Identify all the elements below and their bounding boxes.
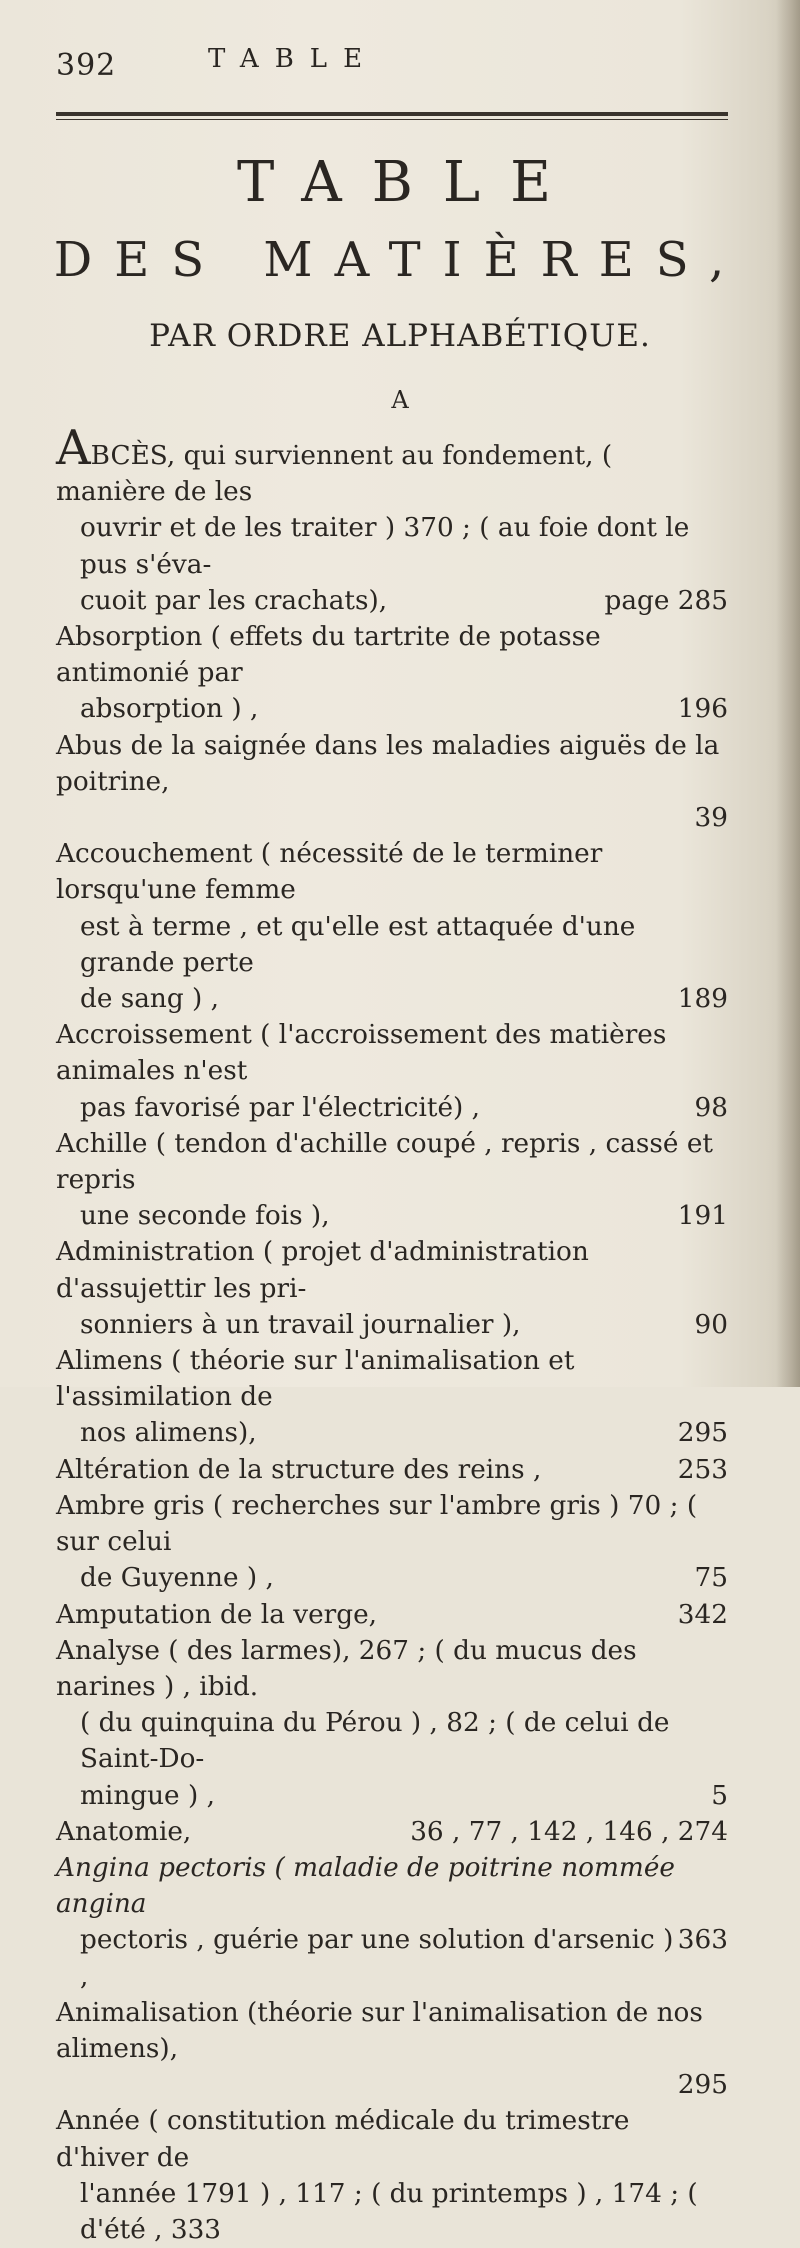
running-title: TABLE xyxy=(208,44,379,74)
entry-line: Alimens ( théorie sur l'animalisation et l'assimilation de xyxy=(56,1346,575,1413)
index-entry xyxy=(56,1597,728,1633)
entry-last-line: de sang ) , 189 xyxy=(56,981,728,1017)
index-entry xyxy=(56,1017,728,1126)
header-rule-thin xyxy=(56,119,728,120)
index-entry xyxy=(56,1633,728,1814)
index-entry xyxy=(56,1126,728,1235)
entry-line: Animalisation (théorie sur l'animalisation de nos alimens), xyxy=(56,1997,703,2064)
section-letter: A xyxy=(391,386,409,414)
entry-last-line: Anatomie, 36 , 77 , 142 , 146 , 274 xyxy=(56,1814,728,1850)
page-ref: 196 xyxy=(677,694,728,725)
entry-last-line: Altération de la structure des reins , 253 xyxy=(56,1452,728,1488)
page-ref: 295 xyxy=(677,1418,728,1449)
title-line-3: PAR ORDRE ALPHABÉTIQUE. xyxy=(149,318,651,354)
index-entry xyxy=(56,1488,728,1597)
entry-last-line: absorption ) , 196 xyxy=(56,691,728,727)
index-entry xyxy=(56,619,728,728)
running-header xyxy=(56,44,756,84)
page-ref: page 285 xyxy=(604,585,728,616)
index-entry xyxy=(56,1343,728,1452)
entry-line: l'année 1791 ) , 117 ; ( du printemps ) , 174 ; ( d'été , 333 xyxy=(80,2178,698,2245)
entry-last-line: sonniers à un travail journalier ), 90 xyxy=(56,1307,728,1343)
entry-line: Angina pectoris ( maladie de poitrine nommée angina xyxy=(56,1852,675,1920)
entry-line: Accouchement ( nécessité de le terminer lorsqu'une femme xyxy=(56,839,603,906)
entry-line: Année ( constitution médicale du trimestre d'hiver de xyxy=(56,2106,630,2173)
index-entry xyxy=(56,1850,728,1995)
page-ref: 342 xyxy=(677,1599,728,1630)
index-entry xyxy=(56,836,728,1017)
page-ref: 189 xyxy=(677,984,728,1015)
page-ref: 191 xyxy=(677,1201,728,1232)
index-entries xyxy=(56,420,728,2248)
entry-line: Abus de la saignée dans les maladies aiguës de la poitrine, xyxy=(56,730,720,797)
page-ref: 75 xyxy=(694,1563,728,1594)
entry-line: Accroissement ( l'accroissement des matières animales n'est xyxy=(56,1020,667,1087)
entry-line: Ambre gris ( recherches sur l'ambre gris ) 70 ; ( sur celui xyxy=(56,1490,698,1558)
page-ref: 90 xyxy=(694,1309,728,1340)
entry-last-line: pectoris , guérie par une solution d'arsenic ) , 363 xyxy=(56,1922,728,1994)
entry-line: ABCÈS, qui surviennent au fondement, ( manière de les xyxy=(56,420,613,508)
entry-line: Administration ( projet d'administration d'assujettir les pri- xyxy=(56,1237,589,1304)
page-ref: 98 xyxy=(694,1092,728,1123)
entry-line: Achille ( tendon d'achille coupé , repris , cassé et repris xyxy=(56,1128,713,1196)
entry-last-line: pas favorisé par l'électricité) , 98 xyxy=(56,1090,728,1126)
entry-line: est à terme , et qu'elle est attaquée d'une grande perte xyxy=(80,911,636,978)
entry-last-line: cuoit par les crachats), page 285 xyxy=(56,583,728,619)
index-entry xyxy=(56,728,728,837)
index-entry xyxy=(56,1452,728,1488)
drop-cap: A xyxy=(56,420,91,476)
index-entry xyxy=(56,2103,728,2248)
page-ref: 295 xyxy=(677,2070,728,2101)
title-line-1: TABLE xyxy=(237,150,581,215)
page-number: 392 xyxy=(56,48,117,83)
header-rule-thick xyxy=(56,112,728,116)
entry-line: Analyse ( des larmes), 267 ; ( du mucus des narines ) , ibid. xyxy=(56,1635,637,1702)
page-ref: 36 , 77 , 142 , 146 , 274 xyxy=(410,1816,728,1847)
page-ref: 253 xyxy=(677,1454,728,1485)
index-entry xyxy=(56,1995,728,2104)
page-ref: 39 xyxy=(694,803,728,834)
index-entry xyxy=(56,1234,728,1343)
title-line-2: DES MATIÈRES, xyxy=(53,232,747,288)
entry-last-line: de Guyenne ) , 75 xyxy=(56,1560,728,1596)
entry-line: ouvrir et de les traiter ) 370 ; ( au foie dont le pus s'éva- xyxy=(80,513,690,580)
entry-last-line: une seconde fois ), 191 xyxy=(56,1198,728,1234)
page-ref: 363 xyxy=(677,1925,728,1956)
entry-line: ( du quinquina du Pérou ) , 82 ; ( de celui de Saint-Do- xyxy=(80,1708,670,1775)
entry-last-line: Amputation de la verge, 342 xyxy=(56,1597,728,1633)
index-entry xyxy=(56,1814,728,1850)
entry-last-line xyxy=(56,800,728,836)
entry-last-line: nos alimens), 295 xyxy=(56,1415,728,1451)
page-ref: 5 xyxy=(711,1780,728,1811)
entry-last-line: mingue ) , 5 xyxy=(56,1778,728,1814)
index-entry xyxy=(56,420,728,619)
entry-line: Absorption ( effets du tartrite de potasse antimonié par xyxy=(56,622,601,689)
